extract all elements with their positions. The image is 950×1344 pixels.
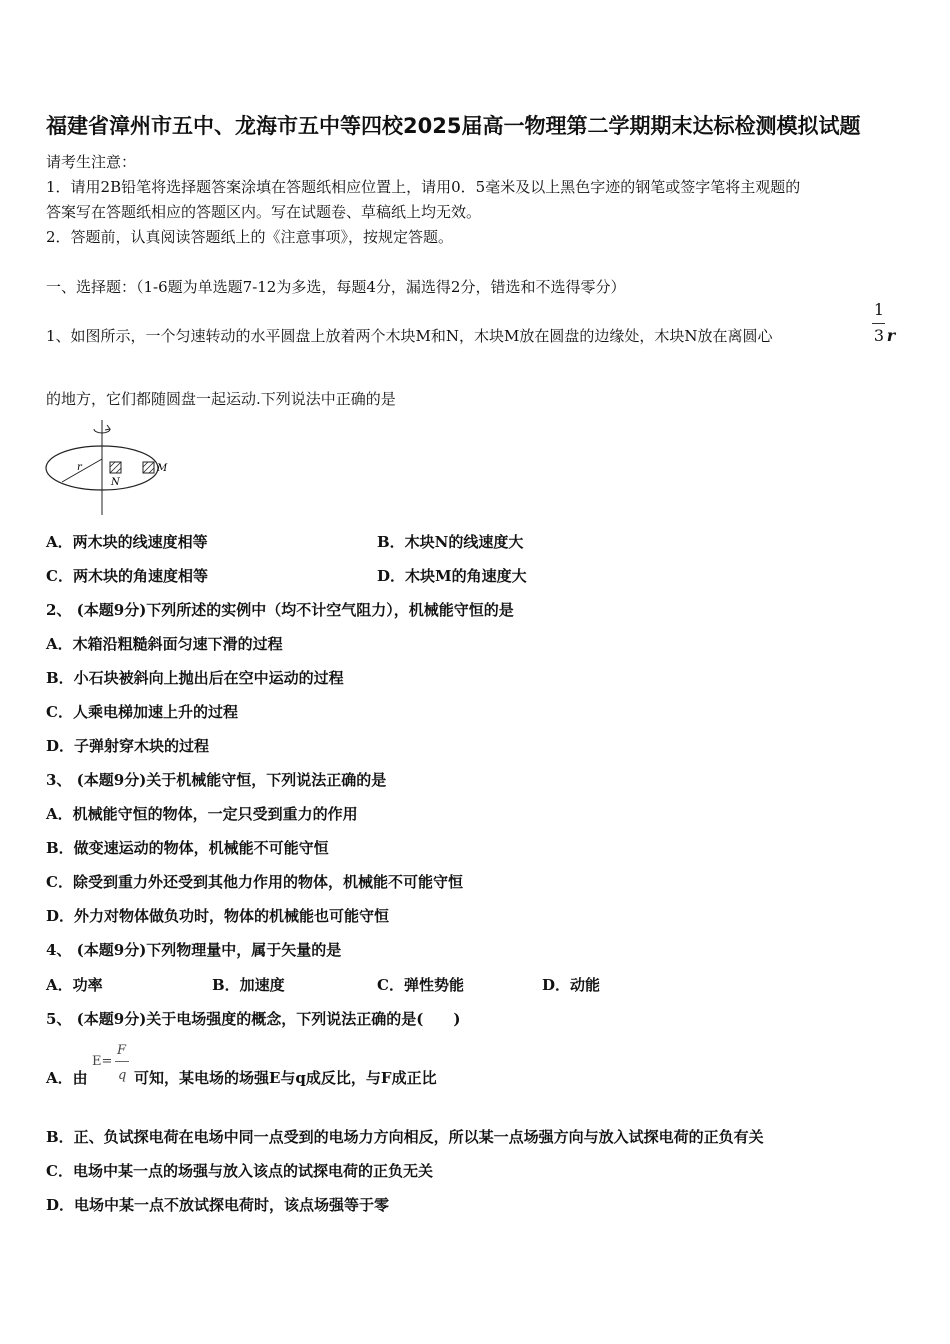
q1-option-a: A．两木块的线速度相等 xyxy=(46,533,208,551)
q4-option-c: C．弹性势能 xyxy=(377,976,464,994)
rotation-arrowhead-icon xyxy=(105,425,110,430)
q5-option-a-text: 可知，某电场的场强E与q成反比，与F成正比 xyxy=(134,1069,437,1087)
q5-formula-lhs: E= xyxy=(92,1054,113,1069)
q4-option-a: A．功率 xyxy=(46,976,103,994)
q1-option-c: C．两木块的角速度相等 xyxy=(46,567,208,585)
q3-option-b: B．做变速运动的物体，机械能不可能守恒 xyxy=(46,839,329,857)
q3-option-a: A．机械能守恒的物体，一定只受到重力的作用 xyxy=(46,805,358,823)
q2-option-d: D．子弹射穿木块的过程 xyxy=(46,737,210,755)
notice-line-2: 2．答题前，认真阅读答题纸上的《注意事项》，按规定答题。 xyxy=(46,228,454,246)
q1-fraction-variable: r xyxy=(886,326,896,345)
q1-option-d: D．木块M的角速度大 xyxy=(377,567,527,585)
q3-option-d: D．外力对物体做负功时，物体的机械能也可能守恒 xyxy=(46,907,390,925)
radius-label: r xyxy=(77,462,82,473)
q1-fraction-denominator: 3 xyxy=(873,326,885,345)
block-n-label: N xyxy=(111,477,120,488)
q5-formula-bar xyxy=(115,1061,129,1062)
radius-line xyxy=(62,459,102,482)
q2-option-a: A．木箱沿粗糙斜面匀速下滑的过程 xyxy=(46,635,283,653)
q5-stem: 5、 (本题9分)关于电场强度的概念，下列说法正确的是( ) xyxy=(46,1010,461,1028)
q1-stem-a: 1、如图所示，一个匀速转动的水平圆盘上放着两个木块M和N，木块M放在圆盘的边缘处，木块N放在离圆心 xyxy=(46,327,773,345)
q1-stem-b: 的地方，它们都随圆盘一起运动.下列说法中正确的是 xyxy=(46,390,396,408)
q2-option-b: B．小石块被斜向上抛出后在空中运动的过程 xyxy=(46,669,344,687)
notice-line-1b: 答案写在答题纸相应的答题区内。写在试题卷、草稿纸上均无效。 xyxy=(46,203,482,221)
page-title: 福建省漳州市五中、龙海市五中等四校2025届高一物理第二学期期末达标检测模拟试题 xyxy=(46,114,861,138)
notice-line-1: 1．请用2B铅笔将选择题答案涂填在答题纸相应位置上，请用0．5毫米及以上黑色字迹的钢笔或签字笔将主观题的 xyxy=(46,178,801,196)
q5-option-a-prefix: A．由 xyxy=(46,1069,88,1087)
q1-fraction-numerator: 1 xyxy=(873,300,885,319)
q4-stem: 4、 (本题9分)下列物理量中，属于矢量的是 xyxy=(46,941,342,959)
q5-option-c: C．电场中某一点的场强与放入该点的试探电荷的正负无关 xyxy=(46,1162,433,1180)
q5-option-b: B．正、负试探电荷在电场中同一点受到的电场力方向相反，所以某一点场强方向与放入试探电荷的正负有关 xyxy=(46,1128,764,1146)
section-heading: 一、选择题：（1-6题为单选题7-12为多选，每题4分，漏选得2分，错选和不选得零分） xyxy=(46,278,626,296)
q5-formula-numerator: F xyxy=(117,1043,127,1058)
q1-option-b: B．木块N的线速度大 xyxy=(377,533,524,551)
q1-rotating-disk-figure xyxy=(40,415,190,520)
q5-option-d: D．电场中某一点不放试探电荷时，该点场强等于零 xyxy=(46,1196,390,1214)
q4-option-d: D．动能 xyxy=(542,976,601,994)
q5-formula-denominator: q xyxy=(118,1068,127,1083)
q4-option-b: B．加速度 xyxy=(212,976,285,994)
q2-stem: 2、 (本题9分)下列所述的实例中（均不计空气阻力），机械能守恒的是 xyxy=(46,601,514,619)
q2-option-c: C．人乘电梯加速上升的过程 xyxy=(46,703,238,721)
q1-fraction-bar xyxy=(872,323,885,324)
q3-option-c: C．除受到重力外还受到其他力作用的物体，机械能不可能守恒 xyxy=(46,873,463,891)
notice-heading: 请考生注意： xyxy=(46,153,137,171)
block-m-label: M xyxy=(157,463,168,474)
q3-stem: 3、 (本题9分)关于机械能守恒，下列说法正确的是 xyxy=(46,771,387,789)
